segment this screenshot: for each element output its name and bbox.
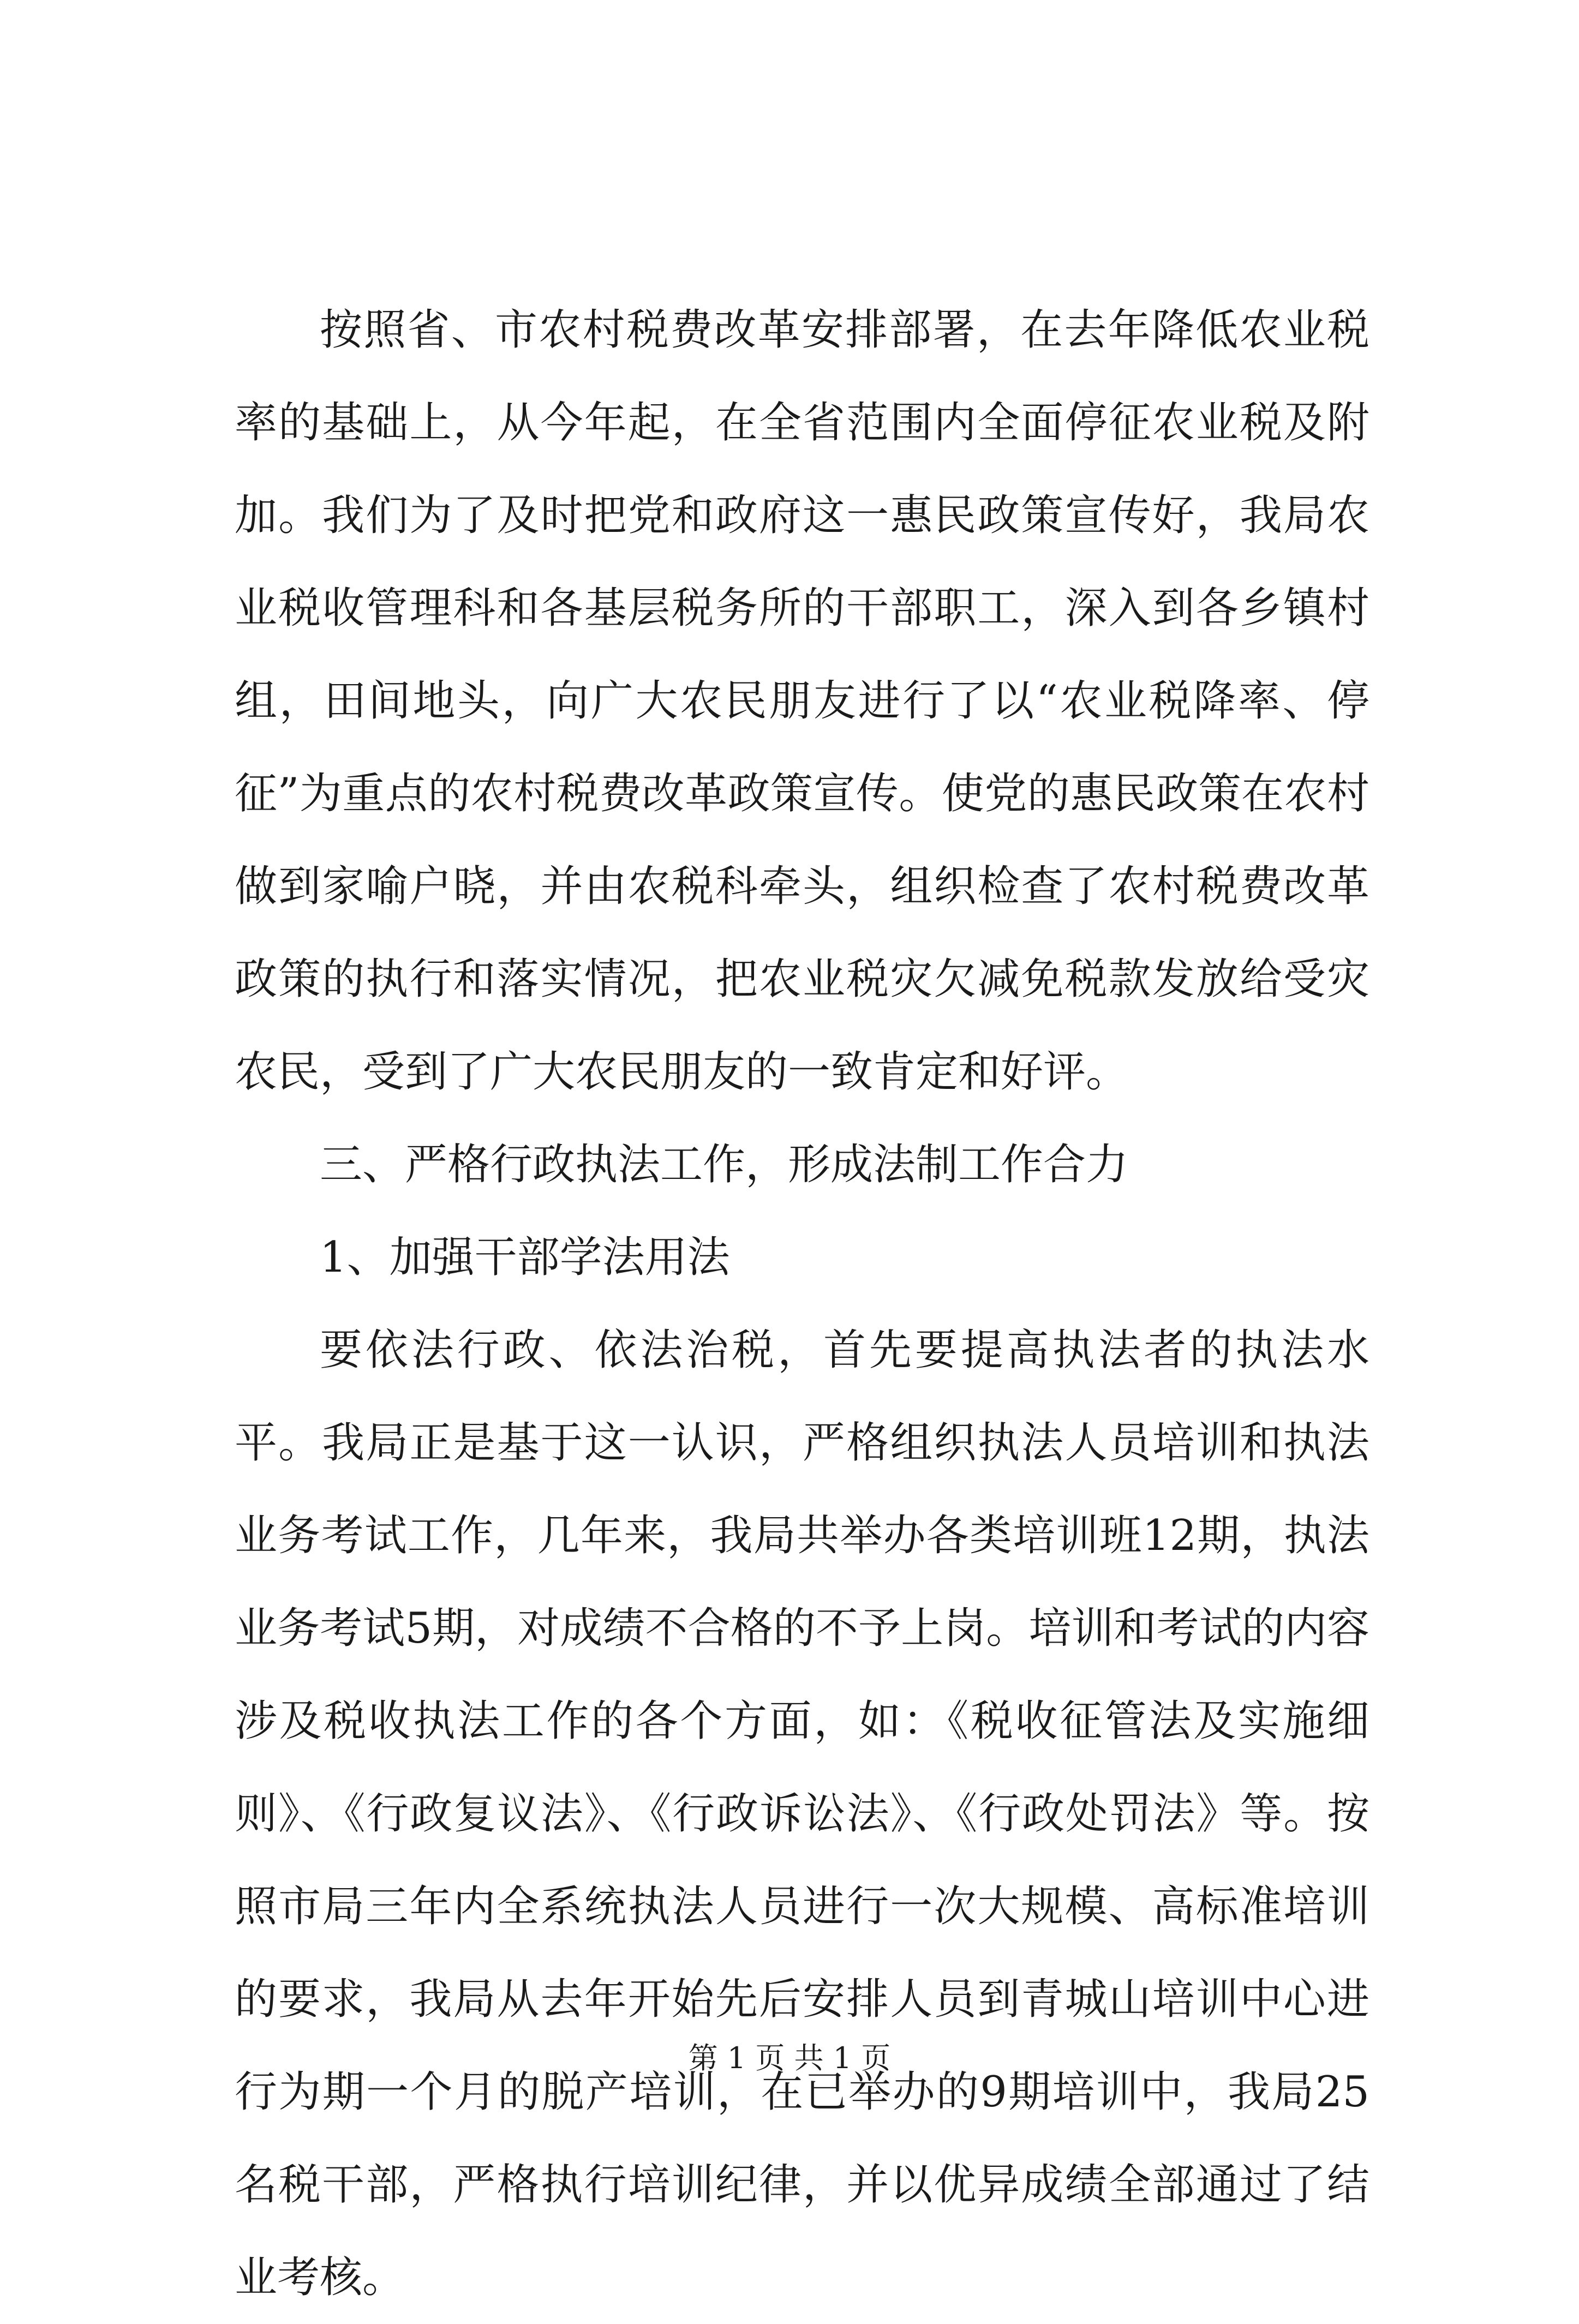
body-paragraph: 按照省、市农村税费改革安排部署，在去年降低农业税率的基础上，从今年起，在全省范围内全面停征农业税及附加。我们为了及时把党和政府这一惠民政策宣传好，我局农业税收管理科和各基层税务所的干部职工，深入到各乡镇村组，田间地头，向广大农民朋友进行了以“农业税降率、停征”为重点的农村税费改革政策宣传。使党的惠民政策在农村做到家喻户晓，并由农税科牵头，组织检查了农村税费改革政策的执行和落实情况，把农业税灾欠减免税款发放给受灾农民，受到了广大农民朋友的一致肯定和好评。 <box>235 306 1369 1097</box>
subsection-heading: 1、加强干部学法用法 <box>320 1233 730 1282</box>
body-paragraph: 要依法行政、依法治税，首先要提高执法者的执法水平。我局正是基于这一认识，严格组织执法人员培训和执法业务考试工作，几年来，我局共举办各类培训班12期，执法业务考试5期，对成绩不合格的不予上岗。培训和考试的内容涉及税收执法工作的各个方面，如：《税收征管法及实施细则》、《行政复议法》、《行政诉讼法》、《行政处罚法》等。按照市局三年内全系统执法人员进行一次大规模、高标准培训的要求，我局从去年开始先后安排人员到青城山培训中心进行为期一个月的脱产培训，在已举办的9期培训中，我局25名税干部，严格执行培训纪律，并以优异成绩全部通过了结业考核。 <box>235 1326 1369 2302</box>
page-footer: 第 1 页 共 1 页 <box>688 2041 891 2075</box>
section-heading: 三、严格行政执法工作，形成法制工作合力 <box>320 1140 1129 1189</box>
document-body <box>235 284 1369 2324</box>
